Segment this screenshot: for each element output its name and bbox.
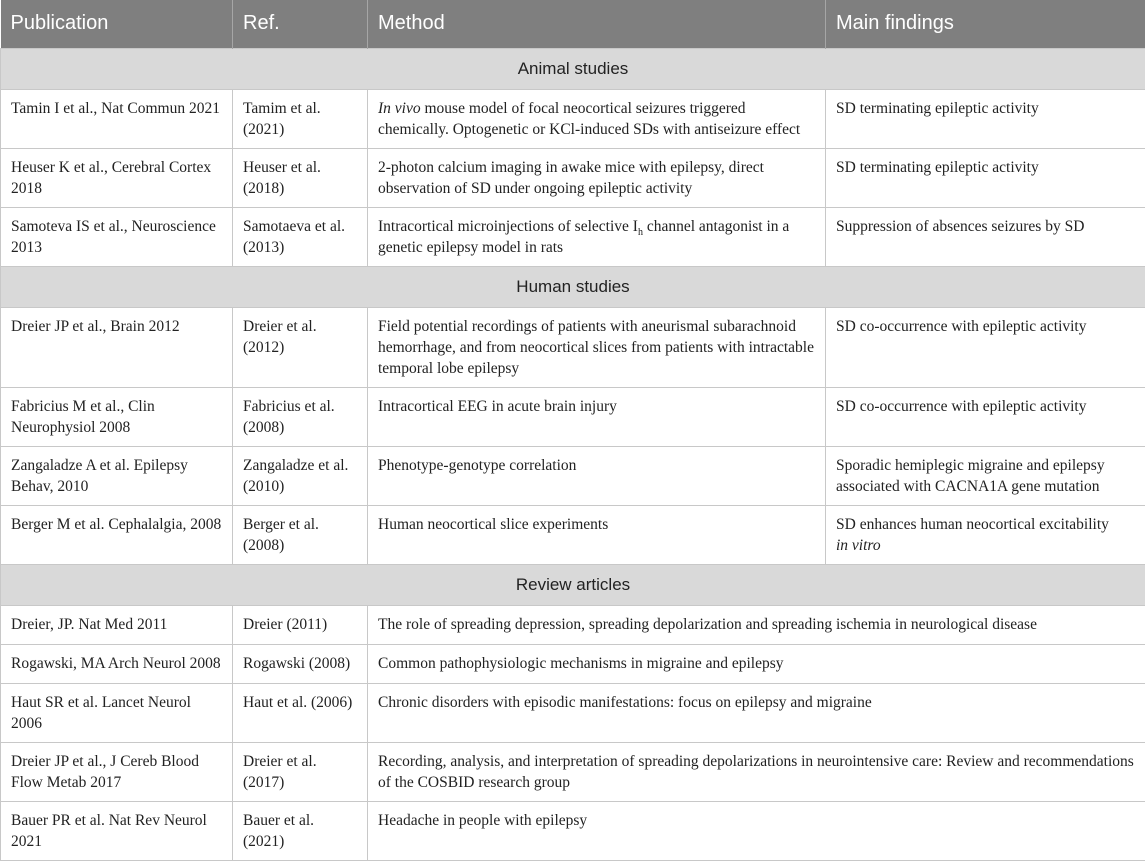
findings-text: SD enhances human neocortical excitability (836, 515, 1109, 533)
section-row (1, 266, 1145, 307)
cell-findings: SD terminating epileptic activity (826, 148, 1145, 207)
cell-method (368, 207, 826, 266)
cell-method: Field potential recordings of patients with aneurismal subarachnoid hemorrhage, and from neocortical slices from patients with intractable temporal lobe epilepsy (368, 307, 826, 387)
method-text: Intracortical microinjections of selective I (378, 217, 638, 235)
cell-publication: Fabricius M et al., Clin Neurophysiol 2008 (1, 387, 233, 446)
cell-publication: Berger M et al. Cephalalgia, 2008 (1, 505, 233, 564)
cell-findings: Suppression of absences seizures by SD (826, 207, 1145, 266)
method-subscript: h (637, 226, 643, 238)
table-row (1, 89, 1145, 148)
cell-method: Human neocortical slice experiments (368, 505, 826, 564)
cell-method: The role of spreading depression, spreading depolarization and spreading ischemia in neurological disease (368, 605, 1145, 644)
cell-findings: SD co-occurrence with epileptic activity (826, 307, 1145, 387)
cell-publication: Rogawski, MA Arch Neurol 2008 (1, 644, 233, 683)
cell-publication: Samoteva IS et al., Neuroscience 2013 (1, 207, 233, 266)
header-ref: Ref. (233, 0, 368, 48)
table-row (1, 644, 1145, 683)
header-findings: Main findings (826, 0, 1145, 48)
cell-publication: Dreier JP et al., J Cereb Blood Flow Metab 2017 (1, 742, 233, 801)
cell-method: Recording, analysis, and interpretation of spreading depolarizations in neurointensive care: Review and recommendations of the COSBID research group (368, 742, 1145, 801)
cell-method: Headache in people with epilepsy (368, 801, 1145, 860)
cell-ref: Berger et al. (2008) (233, 505, 368, 564)
header-row (1, 0, 1145, 48)
method-text: mouse model of focal neocortical seizures triggered chemically. Optogenetic or KCl-induced SDs with antiseizure effect (378, 99, 801, 138)
cell-findings (826, 505, 1145, 564)
method-text: channel antagonist in a genetic epilepsy model in rats (378, 217, 790, 256)
cell-method: Common pathophysiologic mechanisms in migraine and epilepsy (368, 644, 1145, 683)
table-row (1, 148, 1145, 207)
cell-ref: Fabricius et al. (2008) (233, 387, 368, 446)
cell-ref: Dreier (2011) (233, 605, 368, 644)
cell-publication: Dreier JP et al., Brain 2012 (1, 307, 233, 387)
method-italic: In vivo (378, 99, 421, 117)
table-row (1, 307, 1145, 387)
table-row (1, 801, 1145, 860)
table-row (1, 387, 1145, 446)
cell-ref: Bauer et al. (2021) (233, 801, 368, 860)
cell-publication: Zangaladze A et al. Epilepsy Behav, 2010 (1, 446, 233, 505)
table-row (1, 505, 1145, 564)
cell-method: 2-photon calcium imaging in awake mice with epilepsy, direct observation of SD under ongoing epileptic activity (368, 148, 826, 207)
cell-publication: Haut SR et al. Lancet Neurol 2006 (1, 683, 233, 742)
section-row (1, 564, 1145, 605)
header-publication: Publication (1, 0, 233, 48)
section-animal-studies: Animal studies (1, 48, 1145, 89)
table-row (1, 605, 1145, 644)
cell-publication: Dreier, JP. Nat Med 2011 (1, 605, 233, 644)
cell-ref: Heuser et al. (2018) (233, 148, 368, 207)
cell-ref: Haut et al. (2006) (233, 683, 368, 742)
cell-ref: Rogawski (2008) (233, 644, 368, 683)
cell-publication: Heuser K et al., Cerebral Cortex 2018 (1, 148, 233, 207)
table-row (1, 683, 1145, 742)
header-method: Method (368, 0, 826, 48)
cell-ref: Dreier et al. (2012) (233, 307, 368, 387)
cell-method: Intracortical EEG in acute brain injury (368, 387, 826, 446)
cell-ref: Tamim et al. (2021) (233, 89, 368, 148)
section-row (1, 48, 1145, 89)
cell-findings: Sporadic hemiplegic migraine and epilepsy associated with CACNA1A gene mutation (826, 446, 1145, 505)
section-review-articles: Review articles (1, 564, 1145, 605)
table-row (1, 446, 1145, 505)
table-row (1, 742, 1145, 801)
cell-ref: Dreier et al. (2017) (233, 742, 368, 801)
table-row (1, 207, 1145, 266)
cell-method: Phenotype-genotype correlation (368, 446, 826, 505)
section-human-studies: Human studies (1, 266, 1145, 307)
cell-method (368, 89, 826, 148)
cell-publication: Tamin I et al., Nat Commun 2021 (1, 89, 233, 148)
cell-findings: SD terminating epileptic activity (826, 89, 1145, 148)
findings-italic: in vitro (836, 536, 881, 554)
cell-ref: Samotaeva et al. (2013) (233, 207, 368, 266)
cell-ref: Zangaladze et al. (2010) (233, 446, 368, 505)
cell-publication: Bauer PR et al. Nat Rev Neurol 2021 (1, 801, 233, 860)
cell-method: Chronic disorders with episodic manifestations: focus on epilepsy and migraine (368, 683, 1145, 742)
cell-findings: SD co-occurrence with epileptic activity (826, 387, 1145, 446)
